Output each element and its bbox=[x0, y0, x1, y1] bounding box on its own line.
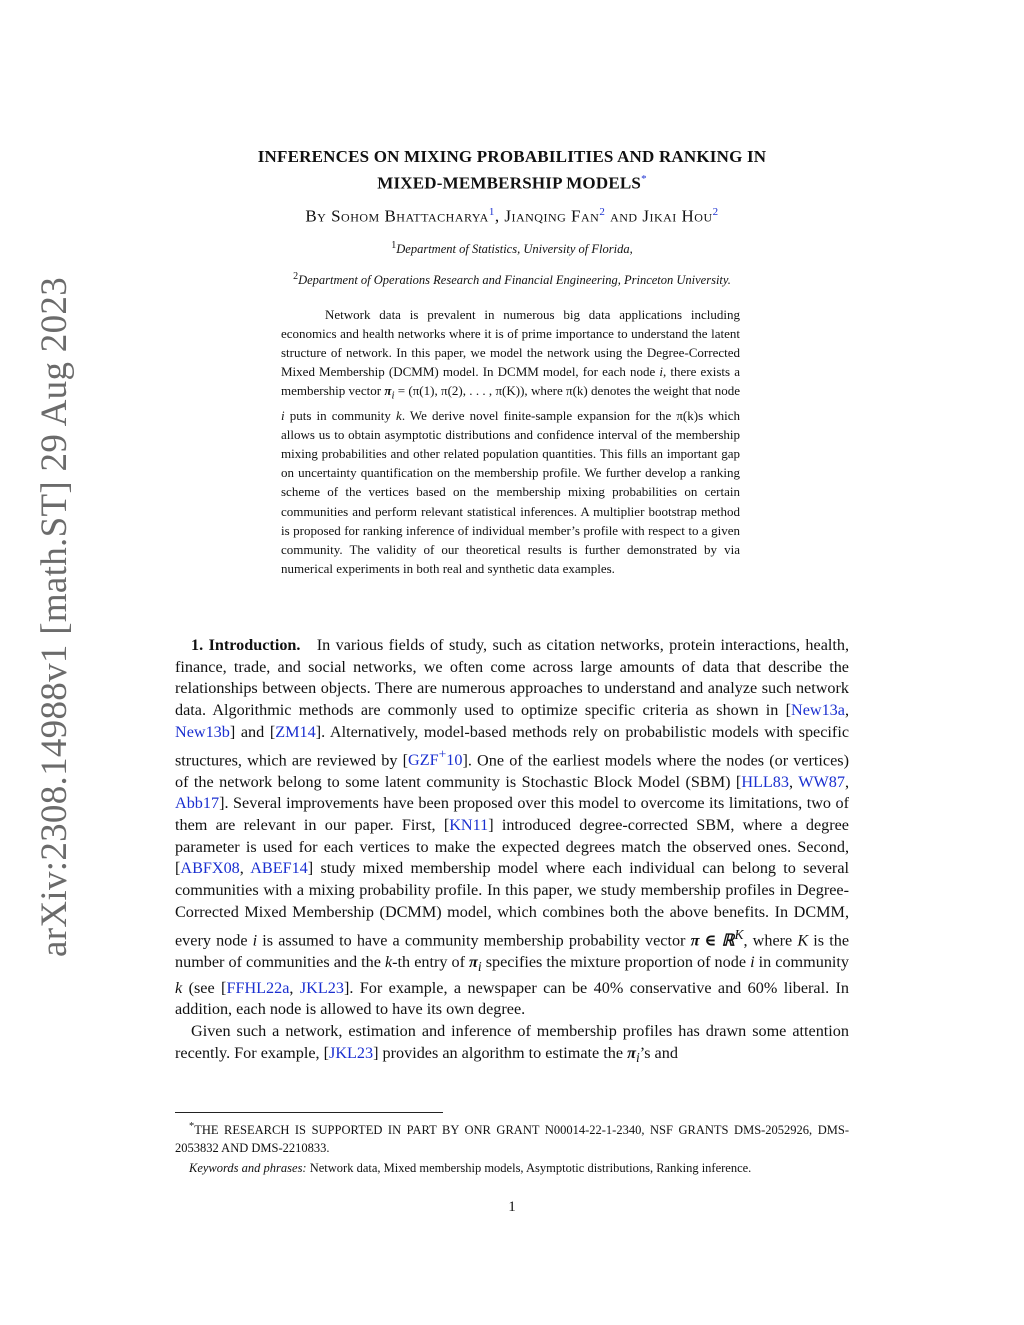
math-pi: π bbox=[384, 383, 392, 399]
math-i: i bbox=[252, 930, 258, 949]
author-line bbox=[180, 206, 844, 227]
footnotes bbox=[175, 1118, 849, 1179]
body-text: Given such a network, estimation and inference of membership profiles has drawn some attention recently. For example, [ bbox=[175, 1021, 849, 1062]
citation-link[interactable]: FFHL22a bbox=[226, 978, 290, 997]
body-text: ’s and bbox=[639, 1043, 678, 1062]
body-text: , bbox=[844, 772, 849, 791]
page-number: 1 bbox=[508, 1199, 516, 1215]
citation-link[interactable]: New13b bbox=[175, 722, 230, 741]
body-text: ] introduced degree-corrected SBM, where a degree parameter is used for each vertices to make the expected degrees match the observed ones. Second, [ bbox=[175, 816, 849, 878]
math-pi-k: π(k) bbox=[566, 383, 588, 399]
body-text: , bbox=[788, 772, 799, 791]
citation-sup: + bbox=[438, 746, 447, 762]
citation-link[interactable]: ABFX08 bbox=[180, 859, 240, 878]
abstract-text: Network data is prevalent in numerous big data applications including economics and health networks where it is of prime importance to understand the latent structure of network. In this paper, we model the network using the Degree-Corrected Mixed Membership (DCMM) model. In DCMM model, for each node bbox=[281, 307, 740, 380]
citation-link[interactable]: ZM14 bbox=[275, 722, 316, 741]
body-text: ] and [ bbox=[229, 722, 276, 741]
section-heading: Introduction. bbox=[208, 636, 301, 654]
body-text: conservative and bbox=[623, 978, 748, 997]
footnote-mark: * bbox=[189, 1121, 195, 1132]
citation-link[interactable]: ABEF14 bbox=[250, 859, 308, 878]
body-text: ]. One of the earliest models where the nodes (or vertices) of the network belong to some latent community is Stochastic Block Model (SBM) [ bbox=[175, 750, 849, 791]
keywords-footnote bbox=[175, 1159, 849, 1177]
body-text: liberal. In addition, each node is allowed to have its own degree. bbox=[175, 978, 850, 1019]
title-line-2-text: MIXED-MEMBERSHIP MODELS bbox=[377, 173, 642, 193]
body-text: in community bbox=[754, 952, 850, 971]
citation-text: 10 bbox=[446, 750, 463, 769]
title-line-1: INFERENCES ON MIXING PROBABILITIES AND RANKING IN bbox=[257, 147, 767, 166]
abstract-text: , there exists a membership vector bbox=[281, 364, 740, 399]
citation-link[interactable]: JKL23 bbox=[329, 1043, 374, 1062]
math-pi: π bbox=[627, 1043, 636, 1062]
body-text: , where bbox=[743, 930, 798, 949]
paper-title bbox=[180, 146, 844, 195]
citation-link[interactable]: KN11 bbox=[449, 816, 489, 835]
body-text: ] provides an algorithm to estimate the bbox=[373, 1043, 628, 1062]
math-percent: 40% bbox=[593, 978, 624, 997]
author-3-affil[interactable]: 2 bbox=[712, 206, 719, 218]
affiliation-2 bbox=[180, 271, 844, 288]
author-1: Sohom Bhattacharya bbox=[331, 206, 489, 226]
affiliation-2-num: 2 bbox=[293, 271, 299, 282]
math-i: i bbox=[281, 408, 285, 424]
affiliation-1-text: Department of Statistics, University of Florida, bbox=[396, 242, 633, 257]
math-pi: π bbox=[469, 952, 478, 971]
affiliation-2-text: Department of Operations Research and Financial Engineering, Princeton University. bbox=[298, 273, 731, 288]
body-text: ]. Several improvements have been proposed over this model to overcome its limitations, two of them are relevant in our paper. First, [ bbox=[175, 794, 849, 835]
body-text: In various fields of study, such as citation networks, protein interactions, health, finance, trade, and social networks, we often come across large amounts of data that describe the relationships between objects. There are numerous approaches to understand and analyze such network data. Algorithmic methods are commonly used to optimize specific criteria as shown in [ bbox=[175, 636, 850, 720]
arxiv-identifier: arXiv:2308.14988v1 [math.ST] 29 Aug 2023 bbox=[34, 276, 75, 957]
funding-footnote bbox=[175, 1118, 849, 1157]
intro-paragraph-2: Given such a network, estimation and inference of membership profiles has drawn some attention recently. For example, [JKL23] provides an algorithm to estimate the $\pi_i’s$ and bbox=[175, 1021, 849, 1065]
abstract-text: , where bbox=[524, 383, 567, 399]
body-text: , bbox=[844, 701, 849, 720]
math-percent: 60% bbox=[747, 978, 778, 997]
citation-link[interactable]: HLL83 bbox=[741, 772, 789, 791]
title-line-2 bbox=[180, 168, 844, 195]
math-pi-vector: (π(1), π(2), . . . , π(K)) bbox=[408, 383, 525, 399]
math-k: k bbox=[175, 978, 183, 997]
math-pi-k: π(k) bbox=[676, 408, 699, 424]
body-text: specifies the mixture proportion of node bbox=[481, 952, 751, 971]
citation-link[interactable]: WW87 bbox=[798, 772, 845, 791]
abstract-text: . We derive novel finite-sample expansion for the bbox=[401, 408, 677, 424]
title-footnote-mark[interactable]: * bbox=[641, 173, 647, 185]
author-1-affil[interactable]: 1 bbox=[488, 206, 495, 218]
keywords-label: Keywords and phrases: bbox=[189, 1161, 307, 1176]
intro-paragraph-1: 1. Introduction. In various fields of study, such as citation networks, protein interactions, health, finance, trade, and social networks, we often come across large amounts of data that describe the relationships between objects. There are numerous approaches to understand and analyze such network data. Algorithmic methods are commonly used to optimize specific criteria as shown in [New13a, New13b] and [ZM14]. Alternatively, model-based methods rely on probabilistic models with specific structures, which are reviewed by [GZF+10]. One of the earliest models where the nodes (or vertices) of the network belong to some latent community is Stochastic Block Model (SBM) [HLL83, WW87, Abb17]. Several improvements have been proposed over this model to overcome its limitations, two of them are relevant in our paper. First, [KN11] introduced degree-corrected SBM, where a degree parameter is used for each vertices to make the expected degrees match the observed ones. Second, [ABFX08, ABEF14] study mixed membership model where each individual can belong to several communities with a mixing probability profile. In this paper, we study membership profiles in Degree-Corrected Mixed Membership (DCMM) model, which combines both the above benefits. In DCMM, every node i is assumed to have a community membership probability vector π ∈ ℝ$^K$, where K is the number of communities and the k-th entry of $\pi_i$ specifies the mixture proportion of node i in community k (see [FFHL22a, JKL23]. For example, a newspaper can be 40% conservative and 60% liberal. In addition, each node is allowed to have its own degree. bbox=[175, 636, 850, 1019]
body-text: is the number of communities and the bbox=[175, 930, 850, 971]
citation-link[interactable]: Abb17 bbox=[175, 794, 220, 813]
main-body bbox=[175, 635, 849, 1069]
affiliation-1 bbox=[180, 240, 844, 257]
author-3: Jikai Hou bbox=[642, 206, 713, 226]
abstract: Network data is prevalent in numerous big data applications including economics and health networks where it is of prime importance to understand the latent structure of network. In this paper, we model the network using the Degree-Corrected Mixed Membership (DCMM) model. In DCMM model, for each node i, there exists a membership vector $\pi_i = (\pi(1)$, π(2), . . . , π(K)), where π(k) denotes the weight that node i puts in community k. We derive novel finite-sample expansion for the π(k)s which allows us to obtain asymptotic distributions and confidence interval of the membership mixing probabilities and other related population quantities. This fills an important gap on uncertainty quantification on the membership profile. We further develop a ranking scheme of the vertices based on the membership mixing probabilities on certain communities and perform relevant statistical inferences. A multiplier bootstrap method is proposed for ranking inference of individual member’s profile with respect to a given community. The validity of our theoretical results is further demonstrated by via numerical experiments in both real and synthetic data examples. bbox=[281, 307, 740, 576]
citation-link[interactable] bbox=[408, 746, 463, 769]
author-2-affil[interactable]: 2 bbox=[599, 206, 606, 218]
citation-text: GZF bbox=[408, 750, 439, 769]
author-separator: and bbox=[605, 206, 643, 226]
math-k: k bbox=[384, 952, 393, 971]
abstract-text: s which allows us to obtain asymptotic distributions and confidence interval of the membership mixing probabilities and other related population quantities. This fills an important gap on uncertainty quantification on the membership profile. We further develop a ranking scheme of the vertices based on the membership mixing probabilities on certain communities and perform relevant statistical inferences. A multiplier bootstrap method is proposed for ranking inference of individual member’s profile with respect to a given community. The validity of our theoretical results is further demonstrated by via numerical experiments in both real and synthetic data examples. bbox=[281, 408, 740, 576]
funding-text: THE RESEARCH IS SUPPORTED IN PART BY ONR GRANT N00014-22-1-2340, NSF GRANTS DMS-2052926, DMS-2053832 AND DMS-2210833. bbox=[175, 1123, 849, 1156]
section-number: 1. bbox=[191, 636, 204, 654]
body-text: ]. For example, a newspaper can be bbox=[343, 978, 594, 997]
math-i: i bbox=[750, 952, 755, 971]
citation-link[interactable]: JKL23 bbox=[299, 978, 344, 997]
math-pi-in-R: π ∈ ℝ bbox=[690, 930, 735, 949]
keywords-text: Network data, Mixed membership models, Asymptotic distributions, Ranking inference. bbox=[306, 1161, 752, 1176]
author-separator: , bbox=[494, 206, 505, 226]
body-text: -th entry of bbox=[392, 952, 470, 971]
citation-link[interactable]: New13a bbox=[791, 701, 845, 720]
math-K: K bbox=[797, 930, 809, 949]
body-text: , bbox=[239, 859, 251, 878]
body-text: , bbox=[289, 978, 300, 997]
body-text: is assumed to have a community membership probability vector bbox=[257, 930, 691, 949]
footnote-divider bbox=[175, 1112, 443, 1113]
math-i: i bbox=[659, 364, 664, 380]
body-text: (see [ bbox=[182, 978, 227, 997]
by-label: By bbox=[305, 206, 332, 226]
math-k: k bbox=[396, 408, 402, 424]
abstract-text: puts in community bbox=[284, 408, 397, 424]
affiliation-1-num: 1 bbox=[391, 240, 397, 251]
body-text: ] study mixed membership model where each individual can belong to several communities with a mixing probability profile. In this paper, we study membership profiles in Degree-Corrected Mixed Membership (DCMM) model, which combines both the above benefits. In DCMM, every node bbox=[175, 859, 849, 949]
body-text: ]. Alternatively, model-based methods rely on probabilistic models with specific structures, which are reviewed by [ bbox=[175, 722, 849, 769]
author-2: Jianqing Fan bbox=[504, 206, 600, 226]
abstract-text: denotes the weight that node bbox=[587, 383, 740, 399]
